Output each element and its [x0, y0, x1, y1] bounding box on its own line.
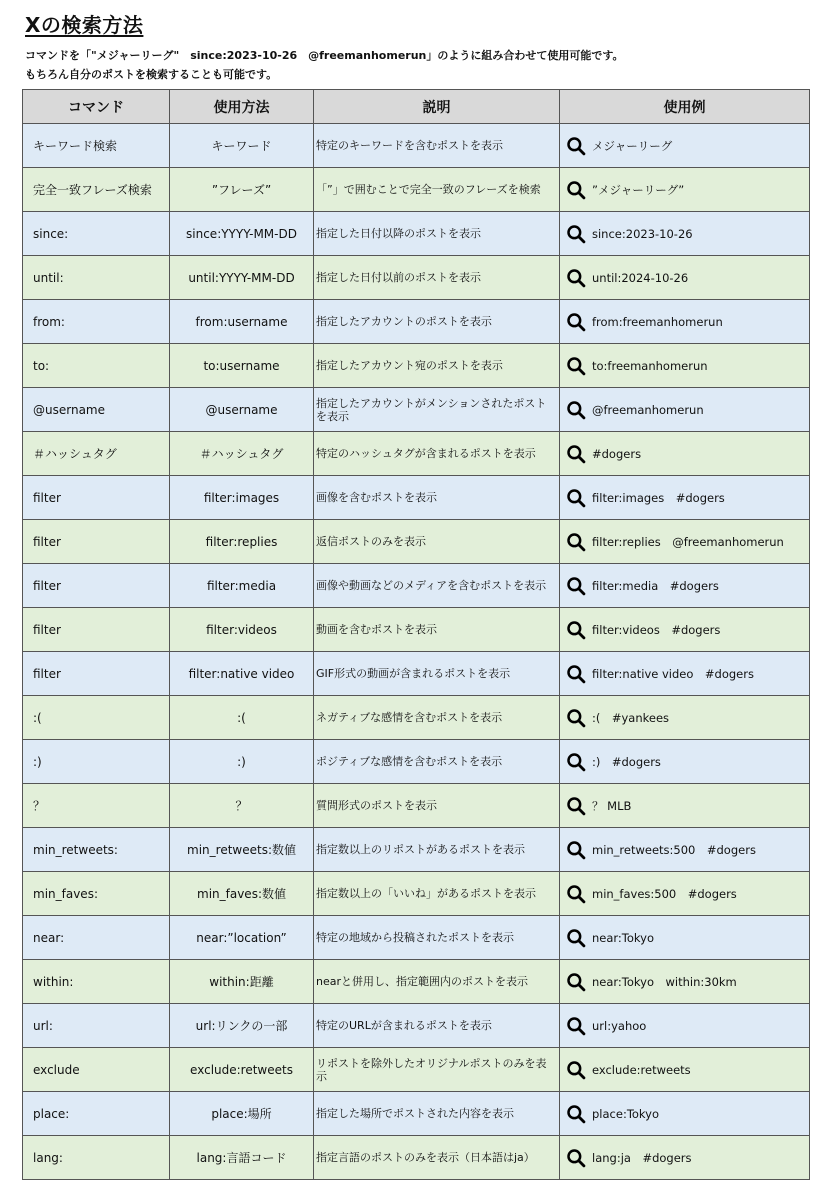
command-cell: 完全一致フレーズ検索	[23, 168, 170, 212]
example-cell	[560, 1048, 810, 1092]
search-icon	[566, 268, 586, 288]
example-wrapper	[566, 620, 809, 640]
command-cell: to:	[23, 344, 170, 388]
example-wrapper	[566, 312, 809, 332]
usage-cell: ＃ハッシュタグ	[170, 432, 314, 476]
example-cell	[560, 388, 810, 432]
header-command: コマンド	[23, 90, 170, 124]
example-wrapper	[566, 884, 809, 904]
example-text: filter:videos #dogers	[592, 622, 721, 637]
description-cell: 画像を含むポストを表示	[314, 476, 560, 520]
description-cell: 指定した場所でポストされた内容を表示	[314, 1092, 560, 1136]
command-cell: lang:	[23, 1136, 170, 1180]
usage-cell: min_retweets:数値	[170, 828, 314, 872]
example-cell	[560, 432, 810, 476]
example-text: filter:images #dogers	[592, 490, 725, 505]
search-icon	[566, 840, 586, 860]
table-row	[23, 1092, 810, 1136]
example-cell	[560, 520, 810, 564]
table-row	[23, 784, 810, 828]
example-wrapper	[566, 1060, 809, 1080]
example-wrapper	[566, 796, 809, 816]
example-text: メジャーリーグ	[592, 138, 673, 153]
example-text: ”メジャーリーグ”	[592, 182, 685, 197]
example-wrapper	[566, 1148, 809, 1168]
search-icon	[566, 928, 586, 948]
example-cell	[560, 124, 810, 168]
search-icon	[566, 664, 586, 684]
description-cell: 特定のキーワードを含むポストを表示	[314, 124, 560, 168]
example-cell	[560, 300, 810, 344]
search-icon	[566, 708, 586, 728]
search-icon	[566, 972, 586, 992]
intro-line-1: コマンドを「"メジャーリーグ" since:2023-10-26 @freemanhomerun」のように組み合わせて使用可能です。	[25, 49, 624, 62]
table-row	[23, 300, 810, 344]
command-cell: min_retweets:	[23, 828, 170, 872]
example-text: near:Tokyo	[592, 930, 655, 945]
description-cell: 指定したアカウントがメンションされたポストを表示	[314, 388, 560, 432]
example-text: min_faves:500 #dogers	[592, 886, 737, 901]
header-description: 説明	[314, 90, 560, 124]
usage-cell: :(	[170, 696, 314, 740]
description-cell: 指定数以上の「いいね」があるポストを表示	[314, 872, 560, 916]
example-cell	[560, 960, 810, 1004]
search-command-table	[22, 89, 810, 1180]
example-cell	[560, 256, 810, 300]
description-cell: 動画を含むポストを表示	[314, 608, 560, 652]
search-icon	[566, 576, 586, 596]
example-text: lang:ja #dogers	[592, 1150, 692, 1165]
command-cell: :(	[23, 696, 170, 740]
example-text: near:Tokyo within:30km	[592, 974, 737, 989]
command-cell: ＃ハッシュタグ	[23, 432, 170, 476]
example-wrapper	[566, 840, 809, 860]
usage-cell: within:距離	[170, 960, 314, 1004]
usage-cell: ”フレーズ”	[170, 168, 314, 212]
example-wrapper	[566, 180, 809, 200]
table-row	[23, 432, 810, 476]
example-wrapper	[566, 488, 809, 508]
example-wrapper	[566, 444, 809, 464]
description-cell: ネガティブな感情を含むポストを表示	[314, 696, 560, 740]
table-row	[23, 608, 810, 652]
example-cell	[560, 872, 810, 916]
description-cell: 質問形式のポストを表示	[314, 784, 560, 828]
example-text: min_retweets:500 #dogers	[592, 842, 756, 857]
command-cell: @username	[23, 388, 170, 432]
table-row	[23, 124, 810, 168]
table-row	[23, 388, 810, 432]
search-icon	[566, 180, 586, 200]
example-cell	[560, 696, 810, 740]
description-cell: 特定のURLが含まれるポストを表示	[314, 1004, 560, 1048]
table-row	[23, 740, 810, 784]
example-text: #dogers	[592, 446, 642, 461]
search-icon	[566, 1148, 586, 1168]
description-cell: 指定した日付以前のポストを表示	[314, 256, 560, 300]
page-title: Xの検索方法	[25, 13, 144, 37]
search-icon	[566, 400, 586, 420]
usage-cell: ？	[170, 784, 314, 828]
example-cell	[560, 1092, 810, 1136]
example-cell	[560, 1136, 810, 1180]
example-wrapper	[566, 928, 809, 948]
description-cell: リポストを除外したオリジナルポストのみを表示	[314, 1048, 560, 1092]
header-usage: 使用方法	[170, 90, 314, 124]
example-wrapper	[566, 708, 809, 728]
usage-cell: url:リンクの一部	[170, 1004, 314, 1048]
example-cell	[560, 652, 810, 696]
command-cell: since:	[23, 212, 170, 256]
example-wrapper	[566, 400, 809, 420]
command-cell: exclude	[23, 1048, 170, 1092]
usage-cell: lang:言語コード	[170, 1136, 314, 1180]
example-cell	[560, 608, 810, 652]
usage-cell: to:username	[170, 344, 314, 388]
usage-cell: filter:images	[170, 476, 314, 520]
example-cell	[560, 828, 810, 872]
command-cell: filter	[23, 652, 170, 696]
table-row	[23, 476, 810, 520]
usage-cell: filter:videos	[170, 608, 314, 652]
search-icon	[566, 752, 586, 772]
usage-cell: exclude:retweets	[170, 1048, 314, 1092]
example-text: from:freemanhomerun	[592, 314, 723, 329]
search-icon	[566, 356, 586, 376]
search-icon	[566, 532, 586, 552]
command-cell: filter	[23, 608, 170, 652]
example-wrapper	[566, 136, 809, 156]
intro-text	[25, 46, 624, 84]
example-text: until:2024-10-26	[592, 270, 689, 285]
table-row	[23, 828, 810, 872]
search-icon	[566, 796, 586, 816]
example-wrapper	[566, 576, 809, 596]
description-cell: 特定の地域から投稿されたポストを表示	[314, 916, 560, 960]
search-icon	[566, 224, 586, 244]
example-cell	[560, 916, 810, 960]
usage-cell: until:YYYY-MM-DD	[170, 256, 314, 300]
table-row	[23, 256, 810, 300]
command-cell: min_faves:	[23, 872, 170, 916]
example-cell	[560, 1004, 810, 1048]
description-cell: 画像や動画などのメディアを含むポストを表示	[314, 564, 560, 608]
example-wrapper	[566, 752, 809, 772]
search-icon	[566, 1060, 586, 1080]
example-text: filter:native video #dogers	[592, 666, 754, 681]
command-cell: filter	[23, 476, 170, 520]
table-row	[23, 916, 810, 960]
description-cell: nearと併用し、指定範囲内のポストを表示	[314, 960, 560, 1004]
description-cell: 特定のハッシュタグが含まれるポストを表示	[314, 432, 560, 476]
usage-cell: since:YYYY-MM-DD	[170, 212, 314, 256]
table-row	[23, 1048, 810, 1092]
command-cell: キーワード検索	[23, 124, 170, 168]
usage-cell: place:場所	[170, 1092, 314, 1136]
example-wrapper	[566, 1104, 809, 1124]
example-wrapper	[566, 268, 809, 288]
table-row	[23, 168, 810, 212]
example-text: place:Tokyo	[592, 1106, 660, 1121]
description-cell: 指定したアカウントのポストを表示	[314, 300, 560, 344]
search-icon	[566, 1104, 586, 1124]
example-text: :( #yankees	[592, 710, 670, 725]
example-cell	[560, 476, 810, 520]
example-text: @freemanhomerun	[592, 402, 704, 417]
example-cell	[560, 344, 810, 388]
example-text: since:2023-10-26	[592, 226, 693, 241]
command-cell: near:	[23, 916, 170, 960]
example-cell	[560, 212, 810, 256]
table-row	[23, 212, 810, 256]
table-row	[23, 960, 810, 1004]
table-header-row	[23, 90, 810, 124]
description-cell: ポジティブな感情を含むポストを表示	[314, 740, 560, 784]
header-example: 使用例	[560, 90, 810, 124]
example-cell	[560, 784, 810, 828]
command-cell: within:	[23, 960, 170, 1004]
table-row	[23, 520, 810, 564]
command-cell: from:	[23, 300, 170, 344]
usage-cell: filter:replies	[170, 520, 314, 564]
example-cell	[560, 564, 810, 608]
description-cell: 返信ポストのみを表示	[314, 520, 560, 564]
command-cell: until:	[23, 256, 170, 300]
example-wrapper	[566, 224, 809, 244]
intro-line-2: もちろん自分のポストを検索することも可能です。	[25, 68, 278, 81]
command-cell: url:	[23, 1004, 170, 1048]
example-text: :) #dogers	[592, 754, 661, 769]
example-text: url:yahoo	[592, 1018, 647, 1033]
search-icon	[566, 620, 586, 640]
description-cell: GIF形式の動画が含まれるポストを表示	[314, 652, 560, 696]
example-text: filter:replies @freemanhomerun	[592, 534, 784, 549]
table-row	[23, 1136, 810, 1180]
command-cell: ？	[23, 784, 170, 828]
search-icon	[566, 444, 586, 464]
usage-cell: from:username	[170, 300, 314, 344]
example-wrapper	[566, 664, 809, 684]
table-row	[23, 1004, 810, 1048]
description-cell: 指定数以上のリポストがあるポストを表示	[314, 828, 560, 872]
search-icon	[566, 1016, 586, 1036]
command-cell: place:	[23, 1092, 170, 1136]
command-cell: :)	[23, 740, 170, 784]
example-text: to:freemanhomerun	[592, 358, 708, 373]
usage-cell: min_faves:数値	[170, 872, 314, 916]
example-wrapper	[566, 356, 809, 376]
table-row	[23, 344, 810, 388]
search-icon	[566, 488, 586, 508]
usage-cell: near:”location”	[170, 916, 314, 960]
command-cell: filter	[23, 520, 170, 564]
example-wrapper	[566, 972, 809, 992]
usage-cell: キーワード	[170, 124, 314, 168]
description-cell: 「”」で囲むことで完全一致のフレーズを検索	[314, 168, 560, 212]
table-row	[23, 652, 810, 696]
example-text: filter:media #dogers	[592, 578, 719, 593]
description-cell: 指定したアカウント宛のポストを表示	[314, 344, 560, 388]
description-cell: 指定した日付以降のポストを表示	[314, 212, 560, 256]
usage-cell: filter:media	[170, 564, 314, 608]
search-icon	[566, 884, 586, 904]
example-text: ？ MLB	[592, 798, 632, 813]
search-icon	[566, 312, 586, 332]
description-cell: 指定言語のポストのみを表示（日本語はja）	[314, 1136, 560, 1180]
example-cell	[560, 168, 810, 212]
command-cell: filter	[23, 564, 170, 608]
table-row	[23, 564, 810, 608]
example-cell	[560, 740, 810, 784]
table-row	[23, 696, 810, 740]
usage-cell: :)	[170, 740, 314, 784]
example-text: exclude:retweets	[592, 1062, 691, 1077]
search-icon	[566, 136, 586, 156]
table-row	[23, 872, 810, 916]
example-wrapper	[566, 1016, 809, 1036]
usage-cell: @username	[170, 388, 314, 432]
example-wrapper	[566, 532, 809, 552]
usage-cell: filter:native video	[170, 652, 314, 696]
